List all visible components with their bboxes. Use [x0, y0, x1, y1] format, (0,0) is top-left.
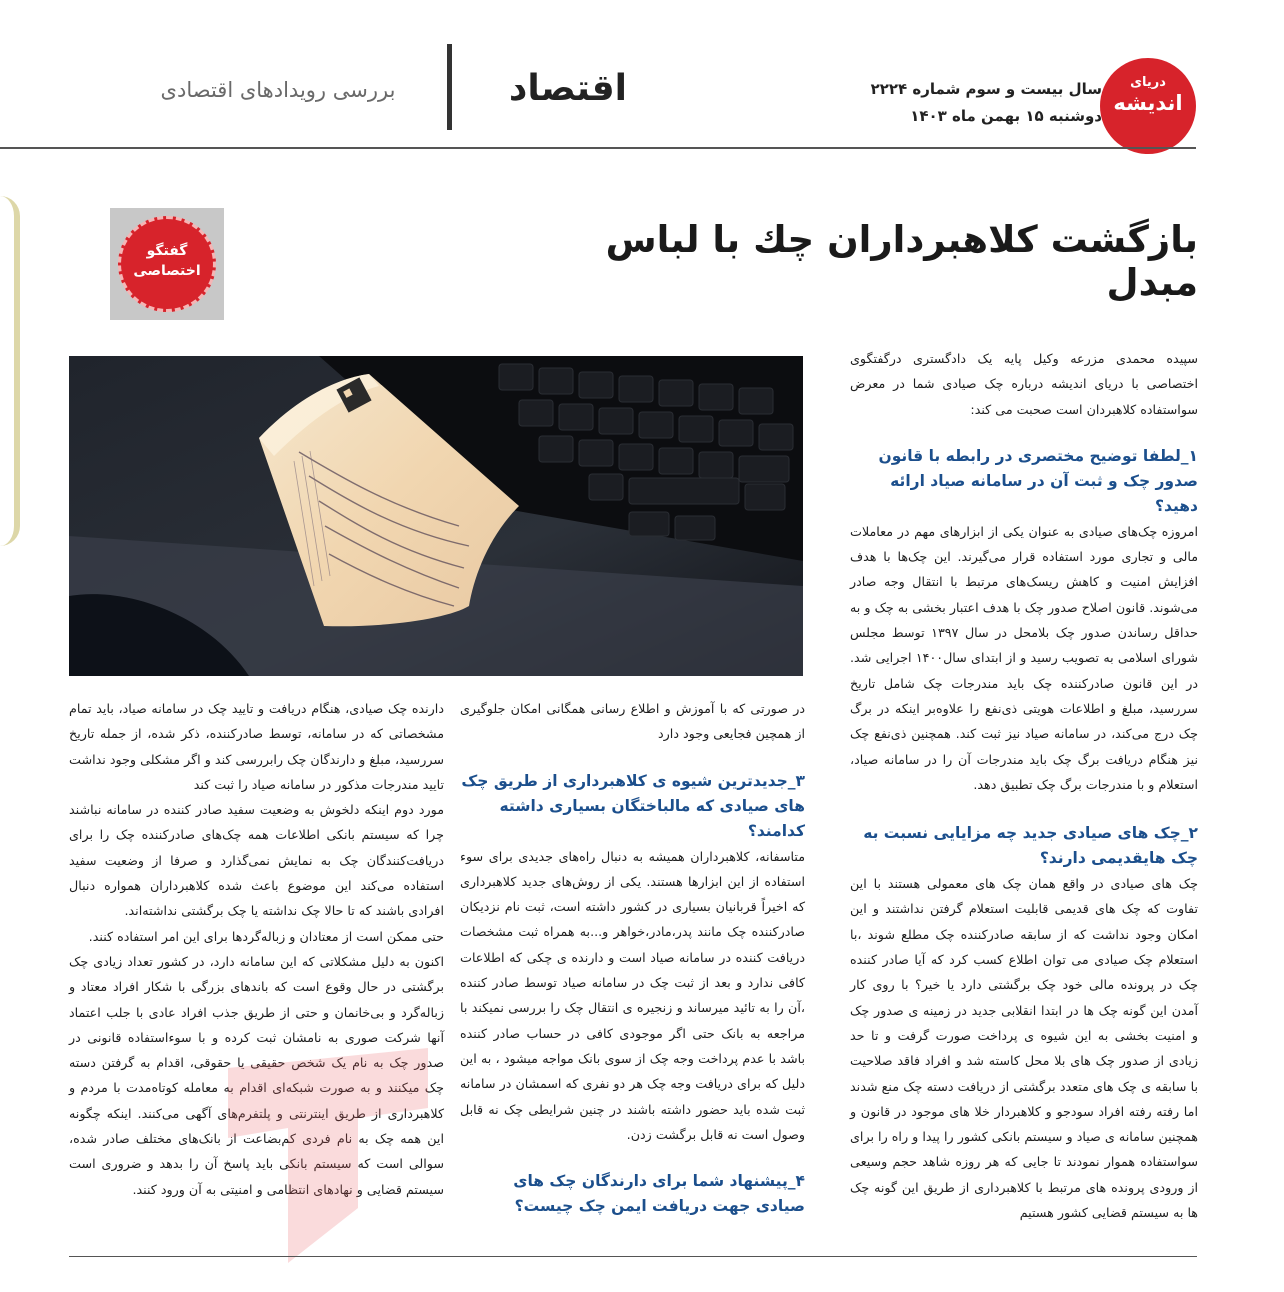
header-rule — [0, 147, 1196, 149]
article-column-right — [850, 346, 1198, 1225]
answer-4-part-3: حتی ممکن است از معتادان و زباله‌گردها برای این امر استفاده کنند. — [88, 928, 444, 944]
footer-rule — [69, 1256, 1197, 1257]
issue-date: دوشنبه ۱۵ بهمن ماه ۱۴۰۳ — [910, 107, 1102, 125]
answer-4-part-2: مورد دوم اینکه دلخوش به وضعیت سفید صادر کننده در سامانه نباشند چرا که سیستم بانکی اطلاعات همه چک‌های صادرکننده چک را برای دریافت‌کنندگان چک به نمایش نمی‌گذارد و صرفا از وضعیت سفید استفاده می‌کند این موضوع باعث شده کلاهبرداران همواره دنبال افرادی باشند که تا حالا چک نداشته یا چک برگشتی نداشته‌اند. — [69, 802, 444, 919]
question-1: ۱_لطفا توضیح مختصری در رابطه با قانون صدور چک و ثبت آن در سامانه صیاد ارائه دهید؟ — [878, 446, 1198, 515]
answer-2: چک های صیادی در واقع همان چک های معمولی هستند با این تفاوت که چک های قدیمی قابلیت استعلام گرفتن نداشتند و این امکان وجود نداشت که از سابقه صادرکننده چک مطلع شوند ،با استعلام چک صیادی می توان اطلاع کسب کرد که آیا صادر کننده چک در پرونده مالی خود چک برگشتی دارد یا خیر؟ با روی کار آمدن این گونه چک ها در ابتدا انقلابی جدید در زمینه ی صدور چک و امنیت بخشی به این شیوه ی پرداخت صورت گرفت و تا حد زیادی از صدور چک های بلا محل کاسته شد و افراد فاقد صلاحیت با سابقه ی چک های متعدد برگشتی از دریافت دسته چک منع شدند اما رفته رفته افراد سودجو و کلاهبردار خلا های موجود در قانون و همچنین سامانه ی صیاد و سیستم بانکی کشور را پیدا و راه را برای سواستفاده هموار نمودند تا جایی که هر روزه شاهد حجم وسیعی از ورودی پرونده های مرتبط با کلاهبرداری از طریق این گونه چک ها به سیستم قضایی کشور هستیم — [850, 876, 1198, 1221]
answer-1: امروزه چک‌های صیادی به عنوان یکی از ابزارهای مهم در معاملات مالی و تجاری مورد استفاده قرار می‌گیرند. این چک‌ها با هدف افزایش امنیت و کاهش ریسک‌های مرتبط با انتقال وجه صادر می‌شوند. قانون اصلاح صدور چک با هدف اعتبار بخشی به چک و به حداقل رساندن صدور چک بلامحل در سال ۱۳۹۷ توسط مجلس شورای اسلامی به تصویب رسید و از ابتدای سال۱۴۰۰ اجرایی شد. در این قانون صادرکننده چک باید مندرجات چک شامل تاریخ سررسید، مبلغ و اطلاعات هویتی ذی‌نفع را علاوه‌بر اینکه در برگ چک درج می‌کند، در سامانه صیاد نیز ثبت کند. همچنین ذی‌نفع چک نیز هنگام دریافت برگ چک باید مندرجات آن را در سامانه صیاد، استعلام و با مندرجات برگ چک تطبیق دهد. — [850, 523, 1199, 792]
exclusive-interview-badge — [118, 216, 216, 312]
article-photo — [69, 356, 803, 676]
badge-line-2: اختصاصی — [133, 263, 201, 279]
question-4: ۴_پیشنهاد شما برای دارندگان چک های صیادی جهت دریافت ایمن چک چیست؟ — [513, 1172, 805, 1216]
issue-info — [871, 76, 1102, 130]
badge-line-1: گفتگو — [146, 243, 188, 259]
section-subtitle: بررسی رویدادهای اقتصادی — [160, 78, 396, 102]
watermark-graphic — [228, 1048, 428, 1263]
article-column-middle — [460, 696, 805, 1219]
page-edge-decoration — [0, 196, 20, 546]
header-divider — [447, 44, 452, 130]
answer-3: متاسفانه، کلاهبرداران همیشه به دنبال راه‌های جدیدی برای سوء استفاده از این ابزارها هستند. یکی از روش‌های جدید کلاهبرداری که اخیراً قربانیان بسیاری در کشور داشته است، ثبت نام نزدیکان صادرکننده چک مانند پدر،مادر،خواهر و...به همراه ثبت مشخصات دریافت کننده در سامانه صیاد است و دارنده ی چکی که اطلاعات کافی ندارد و بعد از ثبت چک در سامانه صیاد توسط صادر کننده ،آن را به تائید میرساند و زنجیره ی انتقال چک را بررسی نمیکند با مراجعه به بانک حتی اگر موجودی کافی در حساب صادر کننده باشد با عدم پرداخت وجه چک از سوی بانک مواجه میشود ، به این دلیل که برای دریافت وجه چک هر دو نفری که اسمشان در سامانه ثبت شده باید حضور داشته باشند در چنین شرایطی چک نه قابل وصول است نه قابل برگشت زدن. — [460, 848, 805, 1142]
answer-4-part-4: اکنون به دلیل مشکلاتی که این سامانه دارد، در کشور تعداد زیادی چک برگشتی در حال وقوع است که باندهای بزرگی با شکار افراد معتاد و زباله‌گرد و بی‌خانمان و حتی از طریق جذب افراد عادی با جلب اعتماد آنها شرکت صوری به نامشان ثبت کرده و با سوءاستفاده قانونی در صدور چک به نام یک شخص حقیقی یا حقوقی، اقدام به گرفتن دسته چک میکنند و به صورت شبکه‌ای اقدام به معامله کوتاه‌مدت با مردم و کلاهبرداری از طریق اینترنتی و پلتفرم‌های آگهی می‌کنند. اینکه چگونه این همه چک به نام فردی کم‌بضاعت از بانک‌های مختلف صادر شده، سوالی است که سیستم بانکی باید پاسخ آن را بدهد و ضروری است سیستم قضایی و نهادهای انتظامی و امنیتی به آن ورود کنند. — [69, 953, 444, 1197]
answer-2-continued: در صورتی که با آموزش و اطلاع رسانی همگانی امکان جلوگیری از همچین فجایعی وجود دارد — [460, 701, 805, 742]
article-headline: بازگشت کلاهبرداران چك با لباس مبدل — [605, 218, 1198, 304]
brand-logo — [1100, 58, 1196, 154]
question-3: ۳_جدیدترین شیوه ی کلاهبرداری از طریق چک های صیادی که مالباختگان بسیاری داشته کدامند؟ — [461, 771, 805, 840]
section-title: اقتصاد — [508, 68, 627, 109]
question-2: ۲_چک های صیادی جدید چه مزایایی نسبت به چک هایقدیمی دارند؟ — [863, 824, 1198, 868]
logo-small-text: دریای — [1130, 75, 1166, 90]
issue-number: سال بیست و سوم شماره ۲۲۲۴ — [870, 80, 1102, 98]
answer-4: دارنده چک صیادی، هنگام دریافت و تایید چک در سامانه صیاد، باید تمام مشخصاتی که در سامانه، توسط صادرکننده، ذکر شده، از جمله تاریخ سررسید، مبلغ و دارندگان چک رابررسی کند و اگر مشکلی وجود نداشت تایید مندرجات مذکور در سامانه صیاد را ثبت کند — [69, 701, 444, 792]
logo-large-text: اندیشه — [1113, 91, 1183, 115]
masthead — [0, 0, 1284, 148]
cheque-on-keyboard-illustration — [69, 356, 803, 676]
intro-paragraph: سپیده محمدی مزرعه وکیل پایه یک دادگستری درگفتگوی اختصاصی با دریای اندیشه درباره چک صیادی شما در معرض سواستفاده کلاهبردان است صحبت می کند: — [850, 351, 1198, 417]
